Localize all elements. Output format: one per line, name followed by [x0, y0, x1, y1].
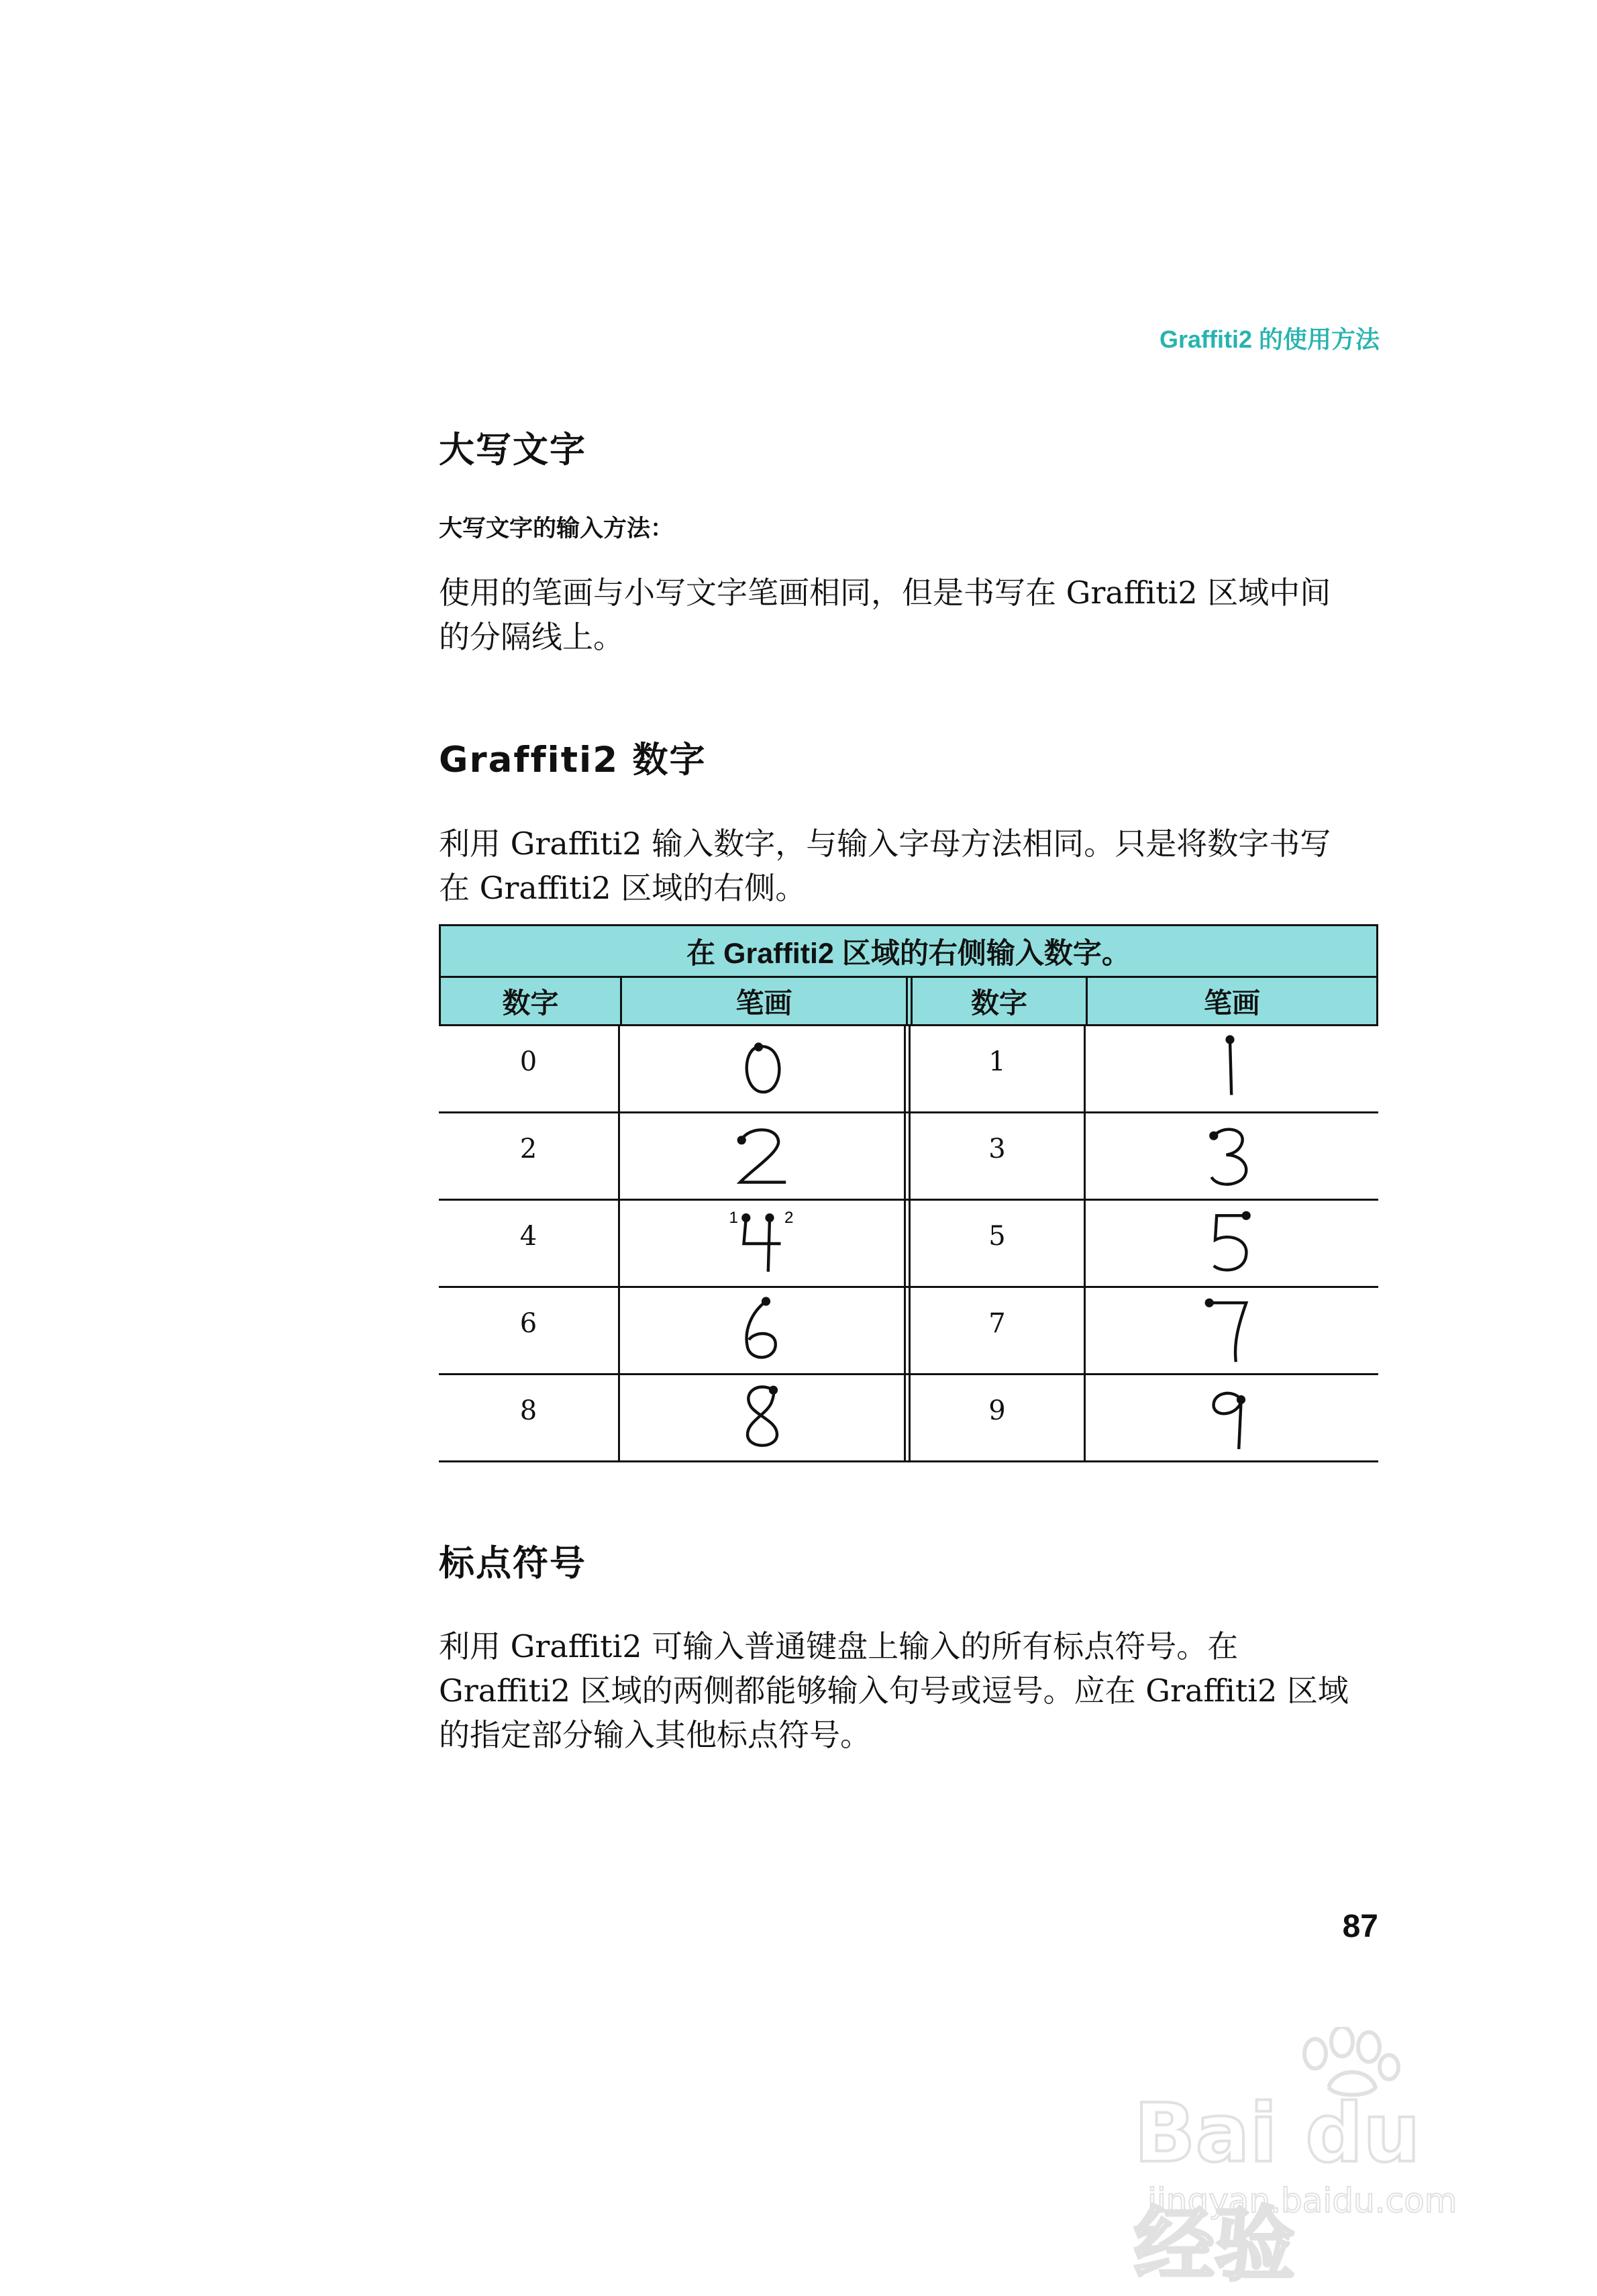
paragraph-line: 在 Graffiti2 区域的右侧。	[439, 870, 807, 906]
stroke-2-icon	[618, 1113, 904, 1199]
number-cell: 6	[519, 1308, 537, 1339]
number-cell: 4	[519, 1221, 537, 1252]
stroke-5-icon	[1084, 1201, 1374, 1286]
number-cell: 1	[904, 1026, 1084, 1111]
number-cell: 9	[904, 1375, 1084, 1460]
number-cell: 0	[519, 1046, 537, 1077]
stroke-4-icon	[618, 1201, 904, 1286]
baidu-watermark	[1134, 2027, 1510, 2292]
watermark-brand: Bai du 经验	[1134, 2087, 1421, 2292]
table-row	[439, 1201, 1378, 1288]
table-row	[439, 1026, 1378, 1113]
running-header: Graffiti2 的使用方法	[1159, 326, 1380, 353]
stroke-9-icon	[1084, 1375, 1374, 1460]
stroke-8-icon	[618, 1375, 904, 1460]
number-cell: 2	[519, 1134, 537, 1164]
header-number: 数字	[502, 986, 559, 1019]
paragraph-line: 的分隔线上。	[439, 619, 624, 655]
table-row	[439, 1288, 1378, 1375]
header-stroke: 笔画	[1086, 978, 1376, 1024]
number-cell: 3	[904, 1113, 1084, 1199]
header-number: 数字	[906, 978, 1086, 1024]
numbers-paragraph	[439, 821, 1378, 910]
stroke-7-icon	[1084, 1288, 1374, 1373]
paragraph-line: 的指定部分输入其他标点符号。	[439, 1717, 871, 1753]
section-title-uppercase: 大写文字	[439, 430, 586, 470]
table-header-row	[439, 978, 1378, 1026]
uppercase-subheading: 大写文字的输入方法：	[439, 515, 674, 542]
paragraph-line: 使用的笔画与小写文字笔画相同，但是书写在 Graffiti2 区域中间	[439, 575, 1331, 611]
stroke-3-icon	[1084, 1113, 1374, 1199]
section-title-punctuation: 标点符号	[439, 1543, 586, 1584]
paragraph-line: Graffiti2 区域的两侧都能够输入句号或逗号。应在 Graffiti2 区域	[439, 1673, 1349, 1709]
number-cell: 7	[904, 1288, 1084, 1373]
stroke-4-label-2: 2	[784, 1208, 793, 1227]
stroke-1-icon	[1084, 1026, 1374, 1111]
numbers-table	[439, 924, 1378, 1462]
number-cell: 8	[519, 1395, 537, 1426]
section-title-numbers: Graffiti2 数字	[439, 740, 707, 781]
table-row	[439, 1375, 1378, 1462]
table-row	[439, 1113, 1378, 1201]
paragraph-line: 利用 Graffiti2 可输入普通键盘上输入的所有标点符号。在	[439, 1628, 1239, 1664]
page-number: 87	[1342, 1909, 1378, 1944]
table-title: 在 Graffiti2 区域的右侧输入数字。	[439, 924, 1378, 978]
uppercase-paragraph	[439, 570, 1378, 659]
paragraph-line: 利用 Graffiti2 输入数字，与输入字母方法相同。只是将数字书写	[439, 826, 1331, 862]
stroke-4-label-1: 1	[729, 1208, 738, 1227]
watermark-url: jingyan.baidu.com	[1147, 2181, 1457, 2220]
stroke-6-icon	[618, 1288, 904, 1373]
stroke-0-icon	[618, 1026, 904, 1111]
number-cell: 5	[904, 1201, 1084, 1286]
header-stroke: 笔画	[620, 978, 906, 1024]
punctuation-paragraph	[439, 1624, 1378, 1757]
